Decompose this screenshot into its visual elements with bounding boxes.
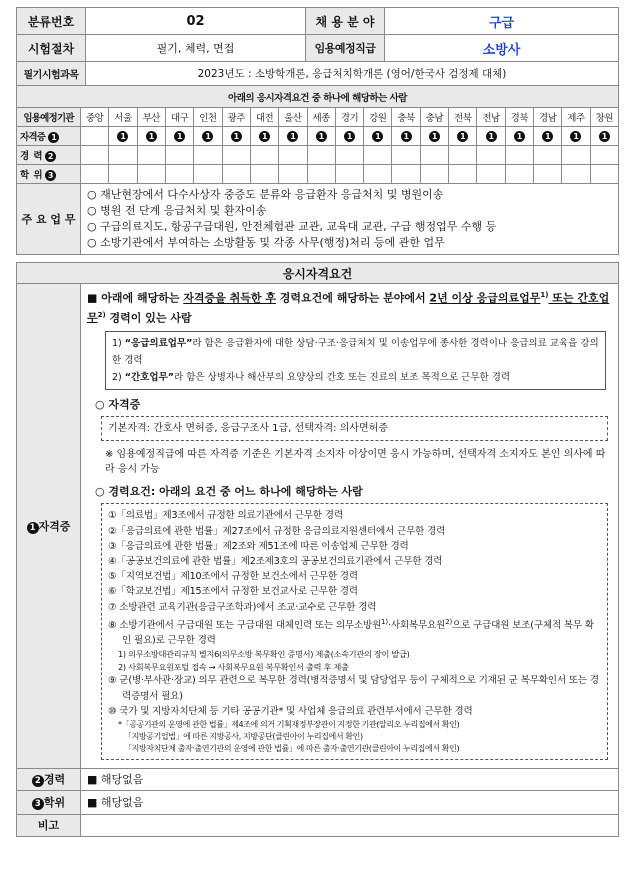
region-mark-cell <box>307 127 335 146</box>
region-name: 대구 <box>165 108 193 127</box>
definition-text: 라 함은 상병자나 해산부의 요양상의 간호 또는 진료의 보조 목적으로 근무한 경력 <box>174 372 511 384</box>
footer-row <box>17 768 619 790</box>
career-item-10: ⑩ 국가 및 지방자치단체 등 기타 공공기관* 및 사업체 응급의료 관련부서에서 근무한 경력 <box>108 705 473 717</box>
region-mark-cell <box>250 127 278 146</box>
main-req-part: 아래에 해당하는 <box>101 291 184 305</box>
career-item: ⑥「학교보건법」제15조에서 규정한 보건교사로 근무한 경력 <box>108 586 358 598</box>
region-mark-cell <box>449 146 477 165</box>
duty-item: ○ 소방기관에서 부여하는 소방활동 및 각종 사무(행정)처리 등에 관한 업무 <box>87 236 445 249</box>
career-item-9: ⑨ 군(병·부사관·장교) 의무 관련으로 복무한 경력(병적증명서 및 담당업무 등이 구체적으로 기재된 군 복무확인서 또는 경력증명서 필요) <box>108 675 599 702</box>
number-badge: 1 <box>202 131 213 142</box>
duty-item: ○ 구급의료지도, 항공구급대원, 안전체험관 교관, 교육대 교관, 구급 행정업무 수행 등 <box>87 220 497 233</box>
footer-label <box>17 790 81 814</box>
regions-table <box>16 85 619 184</box>
career-item-8 <box>108 615 601 649</box>
duty-item: ○ 재난현장에서 다수사상자 중증도 분류와 응급환자 응급처치 및 병원이송 <box>87 188 444 201</box>
definition-num: 2) <box>112 372 122 384</box>
cert-box: 기본자격: 간호사 면허증, 응급구조사 1급, 선택자격: 의사면허증 <box>101 416 608 441</box>
region-name: 전남 <box>477 108 505 127</box>
region-mark-cell <box>250 165 278 184</box>
region-mark-cell <box>307 165 335 184</box>
number-badge: 1 <box>486 131 497 142</box>
career-8-footnote: 2) 사회복무요원포털 접속 → 사회복무요원 복무확인서 출력 후 제출 <box>118 661 349 672</box>
region-mark-cell <box>562 146 590 165</box>
number-badge: 3 <box>45 170 56 181</box>
region-mark-cell <box>505 127 533 146</box>
region-mark-cell <box>194 127 222 146</box>
career-heading: ○ 경력요건: 아래의 요건 중 어느 하나에 해당하는 사람 <box>95 485 363 499</box>
region-row-career <box>17 146 619 165</box>
number-badge: 1 <box>570 131 581 142</box>
region-row-label-text: 경 력 <box>20 151 42 162</box>
region-mark-cell <box>194 146 222 165</box>
number-badge: 1 <box>372 131 383 142</box>
region-mark-cell <box>477 146 505 165</box>
number-badge: 1 <box>287 131 298 142</box>
main-req-part: 경력요건에 해당하는 분야에서 <box>275 291 430 305</box>
number-badge: 1 <box>599 131 610 142</box>
career-box <box>101 503 608 760</box>
eligibility-banner: 아래의 응시자격요건 중 하나에 해당하는 사람 <box>17 86 619 108</box>
region-name: 중앙 <box>81 108 109 127</box>
definition-term: “간호업무” <box>124 372 174 384</box>
region-name: 경북 <box>505 108 533 127</box>
region-mark-cell <box>590 146 618 165</box>
definition-num: 1) <box>112 338 122 350</box>
region-mark-cell <box>392 127 420 146</box>
region-name: 충남 <box>420 108 448 127</box>
region-mark-cell <box>534 165 562 184</box>
written-exam-value: 2023년도 : 소방학개론, 응급처치학개론 (영어/한국사 검정제 대체) <box>86 62 619 86</box>
class-no-label: 분류번호 <box>17 8 86 35</box>
region-mark-cell <box>250 146 278 165</box>
region-mark-cell <box>81 165 109 184</box>
region-row-label <box>17 146 81 165</box>
duties-list <box>81 184 619 255</box>
number-badge: 1 <box>146 131 157 142</box>
number-badge: 1 <box>401 131 412 142</box>
region-mark-cell <box>562 127 590 146</box>
region-name: 경기 <box>335 108 363 127</box>
cert-remark: ※ 임용예정직급에 따른 자격증 기준은 기본자격 소지자 이상이면 응시 가능하며, 선택자격 소지자도 본인 의사에 따라 응시 가능 <box>105 449 606 476</box>
number-badge: 1 <box>174 131 185 142</box>
region-name: 부산 <box>137 108 165 127</box>
remarks-label: 비고 <box>17 814 81 836</box>
region-name: 광주 <box>222 108 250 127</box>
region-mark-cell <box>279 146 307 165</box>
number-badge-3: 3 <box>32 798 44 810</box>
region-mark-cell <box>562 165 590 184</box>
footer-label-text: 학위 <box>43 796 66 810</box>
region-mark-cell <box>279 127 307 146</box>
rank-value: 소방사 <box>385 35 619 62</box>
number-badge: 1 <box>542 131 553 142</box>
region-mark-cell <box>477 127 505 146</box>
region-row-degree <box>17 165 619 184</box>
field-label: 채 용 분 야 <box>306 8 385 35</box>
career-item: ⑦ 소방관련 교육기관(응급구조학과)에서 조교·교수로 근무한 경력 <box>108 601 377 613</box>
region-mark-cell <box>222 165 250 184</box>
duties-table <box>16 183 619 255</box>
definition-2 <box>112 369 599 386</box>
region-row-label-text: 자격증 <box>20 132 46 143</box>
career-10-footnote: *「공공기관의 운영에 관한 법률」제4조에 의거 기획재정부장관이 지정한 기관(알리오 누리집에서 확인) <box>118 719 460 729</box>
region-mark-cell <box>590 127 618 146</box>
header-table <box>16 7 619 86</box>
number-badge: 2 <box>45 151 56 162</box>
region-mark-cell <box>420 146 448 165</box>
region-mark-cell <box>392 146 420 165</box>
number-badge: 1 <box>259 131 270 142</box>
procedure-label: 시험절차 <box>17 35 86 62</box>
region-names-row <box>17 108 619 127</box>
region-mark-cell <box>137 127 165 146</box>
career-item: ③「응급의료에 관한 법률」제2조와 제51조에 따른 이송업체 근무한 경력 <box>108 540 409 552</box>
region-mark-cell <box>81 146 109 165</box>
region-name: 창원 <box>590 108 618 127</box>
region-name: 제주 <box>562 108 590 127</box>
region-mark-cell <box>449 165 477 184</box>
career-item: ④「공공보건의료에 관한 법률」제2조제3호의 공공보건의료기관에서 근무한 경력 <box>108 555 443 567</box>
region-mark-cell <box>222 146 250 165</box>
main-req-part: 경력이 있는 사람 <box>105 311 192 325</box>
number-badge: 1 <box>316 131 327 142</box>
number-badge: 1 <box>457 131 468 142</box>
region-mark-cell <box>420 165 448 184</box>
footer-value: ■ 해당없음 <box>81 790 619 814</box>
region-mark-cell <box>137 165 165 184</box>
footer-label-text: 경력 <box>43 773 66 787</box>
region-mark-cell <box>194 165 222 184</box>
class-no-value: 02 <box>86 8 306 35</box>
main-req-sup: 1) <box>540 291 549 299</box>
career-8-part: ·사회복무요원 <box>387 619 446 631</box>
region-name: 충북 <box>392 108 420 127</box>
field-value: 구급 <box>385 8 619 35</box>
duties-label: 주 요 업 무 <box>17 184 81 255</box>
main-req-part: 2년 이상 응급의료업무 <box>429 291 541 305</box>
career-item: ①「의료법」제3조에서 규정한 의료기관에서 근무한 경력 <box>108 510 343 522</box>
region-row-label <box>17 127 81 146</box>
square-bullet-icon: ■ <box>87 291 102 305</box>
number-badge: 1 <box>231 131 242 142</box>
remarks-value <box>81 814 619 836</box>
region-mark-cell <box>335 127 363 146</box>
region-row-cert <box>17 127 619 146</box>
number-badge-1: 1 <box>27 522 39 534</box>
cert-row-label-text: 자격증 <box>38 519 71 533</box>
definitions-box <box>105 331 606 390</box>
main-req-part: 자격증을 취득한 후 <box>183 291 276 305</box>
region-mark-cell <box>364 146 392 165</box>
main-requirement <box>87 287 612 326</box>
footer-row <box>17 790 619 814</box>
region-mark-cell <box>165 127 193 146</box>
number-badge-2: 2 <box>32 775 44 787</box>
region-mark-cell <box>590 165 618 184</box>
number-badge: 1 <box>117 131 128 142</box>
career-8-sup: 1) <box>381 617 388 626</box>
region-row-label-text: 학 위 <box>20 170 42 181</box>
region-row-label <box>17 165 81 184</box>
region-name: 경남 <box>534 108 562 127</box>
region-name: 서울 <box>109 108 137 127</box>
region-mark-cell <box>335 165 363 184</box>
career-item: ⑤「지역보건법」제10조에서 규정한 보건소에서 근무한 경력 <box>108 571 358 583</box>
career-8-part: ⑧ 소방기관에서 구급대원 또는 구급대원 대체인력 또는 의무소방원 <box>108 619 382 631</box>
footer-value: ■ 해당없음 <box>81 768 619 790</box>
career-10-footnote: 「지방자치단체 출자·출연기관의 운영에 관한 법률」에 따른 출자·출연기관(클린아이 누리집에서 확인) <box>124 743 460 753</box>
number-badge: 1 <box>344 131 355 142</box>
cert-row-label <box>17 284 81 769</box>
main-req-sup: 2) <box>97 310 106 319</box>
region-mark-cell <box>279 165 307 184</box>
region-mark-cell <box>534 146 562 165</box>
duty-item: ○ 병원 전 단계 응급처치 및 환자이송 <box>87 204 267 217</box>
definition-text: 라 함은 응급환자에 대한 상담·구조·응급처치 및 이송업무에 종사한 경력이나 응급의료 교육을 강의한 경력 <box>112 338 599 367</box>
region-mark-cell <box>109 165 137 184</box>
recruitment-document <box>16 7 619 837</box>
region-mark-cell <box>505 165 533 184</box>
procedure-value: 필기, 체력, 면접 <box>86 35 306 62</box>
region-mark-cell <box>165 146 193 165</box>
region-name: 대전 <box>250 108 278 127</box>
region-name: 인천 <box>194 108 222 127</box>
footer-label <box>17 768 81 790</box>
rank-label: 임용예정직급 <box>306 35 385 62</box>
career-8-sup: 2) <box>445 617 453 626</box>
qualification-section-title: 응시자격요건 <box>17 263 619 284</box>
footer-row <box>17 814 619 836</box>
cert-heading: ○ 자격증 <box>95 398 141 412</box>
region-label: 임용예정기관 <box>17 108 81 127</box>
number-badge: 1 <box>429 131 440 142</box>
region-name: 울산 <box>279 108 307 127</box>
number-badge: 1 <box>514 131 525 142</box>
region-mark-cell <box>449 127 477 146</box>
region-name: 전북 <box>449 108 477 127</box>
region-mark-cell <box>307 146 335 165</box>
region-name: 강원 <box>364 108 392 127</box>
region-mark-cell <box>420 127 448 146</box>
region-mark-cell <box>109 146 137 165</box>
career-item: ②「응급의료에 관한 법률」제27조에서 규정한 응급의료지원센터에서 근무한 경력 <box>108 525 446 537</box>
main-req-part: 또는 간호업무 <box>87 291 610 325</box>
definition-term: “응급의료업무” <box>124 338 193 350</box>
region-mark-cell <box>109 127 137 146</box>
region-mark-cell <box>165 165 193 184</box>
region-mark-cell <box>364 165 392 184</box>
region-mark-cell <box>534 127 562 146</box>
written-exam-label: 필기시험과목 <box>17 62 86 86</box>
qualification-table <box>16 262 619 837</box>
region-mark-cell <box>137 146 165 165</box>
region-name: 세종 <box>307 108 335 127</box>
region-mark-cell <box>392 165 420 184</box>
career-10-footnote: 「지방공기업법」에 따른 지방공사, 지방공단(클린아이 누리집에서 확인) <box>124 731 363 741</box>
career-8-footnote: 1) 의무소방대관리규칙 별지6(의무소방 복무확인 증명서) 제출(소속기관의 장이 발급) <box>118 649 410 660</box>
region-mark-cell <box>364 127 392 146</box>
region-mark-cell <box>335 146 363 165</box>
region-mark-cell <box>505 146 533 165</box>
region-mark-cell <box>222 127 250 146</box>
qualification-body <box>81 284 619 769</box>
region-mark-cell <box>477 165 505 184</box>
region-mark-cell <box>81 127 109 146</box>
number-badge: 1 <box>48 132 59 143</box>
definition-1 <box>112 335 599 369</box>
career-8-part: 으로 구급대원 보조(구체적 복무 확인 필요)로 근무한 경력 <box>122 619 594 647</box>
